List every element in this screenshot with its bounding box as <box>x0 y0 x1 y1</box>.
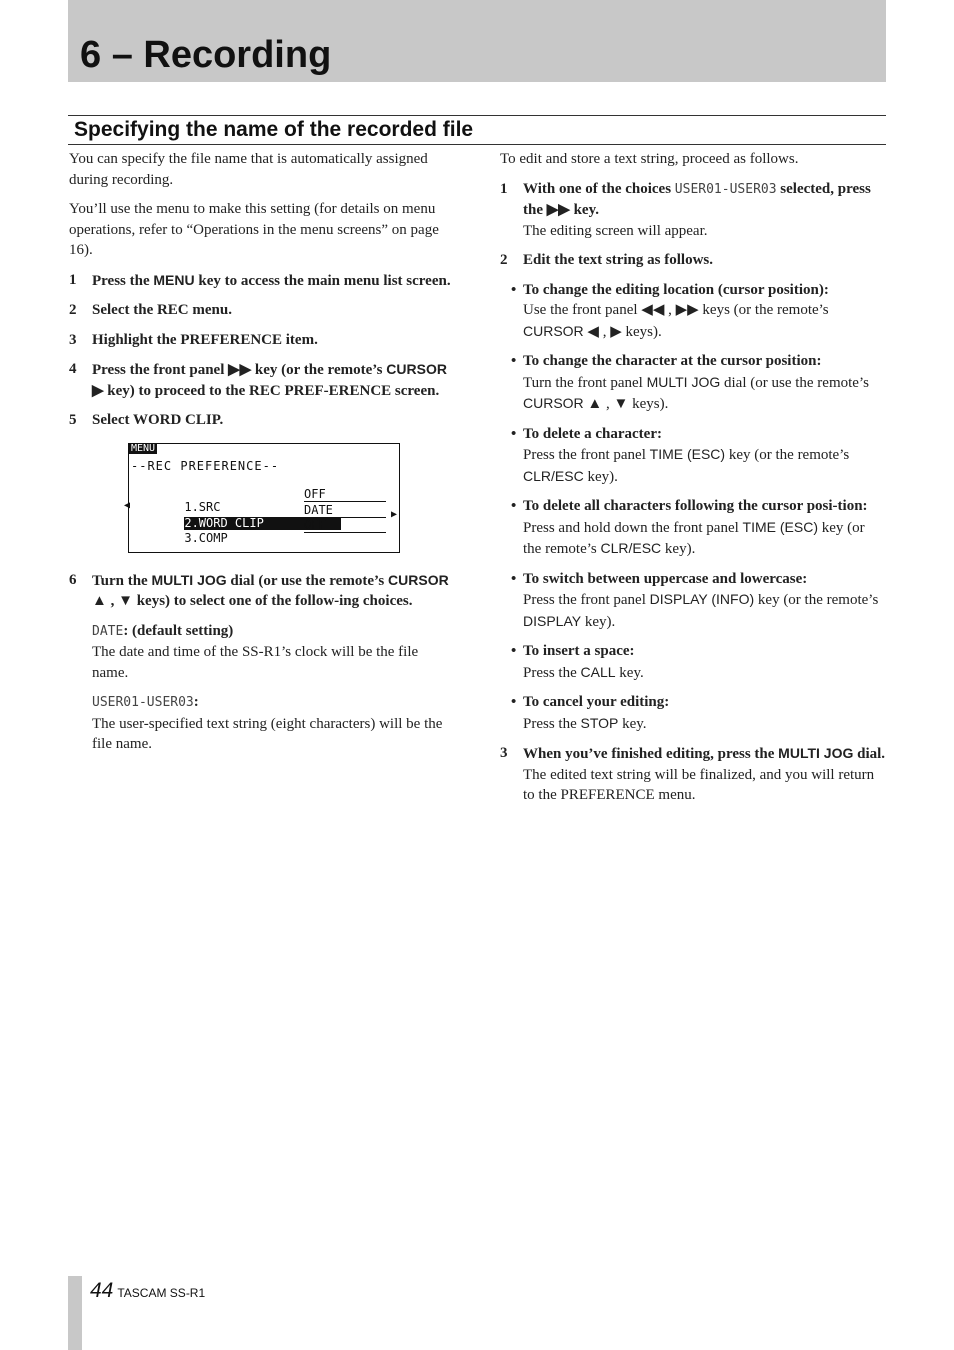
step-1: 1 Press the MENU key to access the main menu list screen. <box>69 271 451 289</box>
bullet-delete-character: • To delete a character: Press the front panel TIME (ESC) key (or the remote’s CLR/ESC key). <box>511 425 850 485</box>
bullet-cancel-editing: • To cancel your editing: Press the STOP key. <box>511 694 670 732</box>
step-number: 1 <box>500 180 508 197</box>
lcd-left-arrow-icon: ◀ <box>124 499 131 511</box>
lcd-right-arrow-icon: ▶ <box>390 508 397 520</box>
edit-intro: To edit and store a text string, proceed as follows. <box>500 151 799 167</box>
step-number: 6 <box>69 571 77 588</box>
key-name: CURSOR <box>388 571 449 588</box>
lcd-screen-illustration <box>124 442 400 553</box>
step-5: 5 Select WORD CLIP. <box>69 410 457 431</box>
chapter-header-bar <box>68 0 886 82</box>
bullet-icon: • <box>511 353 517 369</box>
key-name: STOP <box>580 714 619 731</box>
lcd-row-label: 3.COMP <box>184 530 228 545</box>
key-name: MULTI JOG <box>778 745 854 761</box>
choice-code: DATE <box>92 623 124 639</box>
step-number: 2 <box>500 252 508 268</box>
step-number: 5 <box>69 412 77 428</box>
key-name: CALL <box>580 663 616 680</box>
step-number: 3 <box>69 331 77 348</box>
bullet-delete-following: • To delete all characters following the cursor posi-tion: Press and hold down the front panel TIME (ESC) key (or the remote’s CLR/ESC key). <box>511 498 868 557</box>
bullet-icon: • <box>511 694 517 710</box>
key-name: DISPLAY <box>523 612 582 629</box>
lcd-row-comp <box>141 517 341 545</box>
left-column <box>69 149 457 764</box>
key-name: TIME (ESC) <box>742 518 818 535</box>
choice-user: USER01-USER03: The user-specified text string (eight characters) will be the file name. <box>69 692 457 755</box>
step-3: 3 Highlight the PREFERENCE item. <box>69 330 457 351</box>
choice-code: USER01-USER03 <box>92 695 194 710</box>
step-2: 2 Select the REC menu. <box>69 300 457 321</box>
edit-step-2: 2 Edit the text string as follows. <box>500 250 886 271</box>
key-name: MULTI JOG <box>646 373 721 390</box>
chapter-title: 6 – Recording <box>80 34 332 76</box>
lcd-row-label: 1.SRC <box>184 499 221 514</box>
bullet-icon: • <box>511 570 517 587</box>
step-number: 3 <box>500 745 508 761</box>
footer-bar <box>68 1276 82 1350</box>
right-column <box>500 149 886 815</box>
bullet-cursor-position: • To change the editing location (cursor position): Use the front panel ◀◀ , ▶▶ keys (or the remote’s CURSOR ◀ , ▶ keys). <box>511 281 829 340</box>
footer <box>90 1281 205 1304</box>
lcd-menu-label: MENU <box>131 442 156 454</box>
bullet-insert-space: • To insert a space: Press the CALL key. <box>511 643 644 681</box>
key-name: MENU <box>153 271 195 288</box>
key-name: CURSOR <box>523 395 584 411</box>
lcd-header: --REC PREFERENCE-- <box>131 458 280 473</box>
step-4: 4 Press the front panel ▶▶ key (or the remote’s CURSOR ▶ key) to proceed to the REC PREF-ERENCE screen. <box>69 361 447 399</box>
key-name: TIME (ESC) <box>649 446 726 462</box>
step-description: The editing screen will appear. <box>523 222 708 239</box>
key-name: CLR/ESC <box>523 467 584 484</box>
lcd-row-value: DATE <box>304 504 386 518</box>
menu-reference-paragraph: You’ll use the menu to make this setting (for details on menu operations, refer to “Operations in the menu screens” on page 16). <box>69 201 439 258</box>
choice-description: The date and time of the SS-R1’s clock will be the file name. <box>92 644 419 681</box>
choice-description: The user-specified text string (eight characters) will be the file name. <box>92 715 443 752</box>
bullet-icon: • <box>511 281 517 298</box>
product-model: TASCAM SS-R1 <box>117 1286 206 1300</box>
section-title: Specifying the name of the recorded file <box>74 118 474 141</box>
bullet-icon: • <box>511 498 517 514</box>
choice-code: USER01-USER03 <box>674 181 777 197</box>
key-name: CURSOR <box>386 361 447 377</box>
edit-step-1: 1 With one of the choices USER01-USER03 selected, press the ▶▶ key. The editing screen will appear. <box>500 179 886 242</box>
bullet-switch-case: • To switch between uppercase and lowercase: Press the front panel DISPLAY (INFO) key (or the remote’s DISPLAY key). <box>511 570 879 630</box>
edit-step-3: 3 When you’ve finished editing, press the MULTI JOG dial. The edited text string will be finalized, and you will return to the PREFERENCE menu. <box>500 743 886 806</box>
key-name: DISPLAY (INFO) <box>649 591 755 607</box>
step-description: The edited text string will be finalized, and you will return to the PREFERENCE menu. <box>523 766 875 803</box>
step-number: 1 <box>69 271 77 288</box>
intro-paragraph: You can specify the file name that is automatically assigned during recording. <box>69 151 428 188</box>
choice-date: DATE: (default setting) The date and time of the SS-R1’s clock will be the file name. <box>69 621 457 684</box>
bullet-change-character: • To change the character at the cursor position: Turn the front panel MULTI JOG dial (or use the remote’s CURSOR ▲ , ▼ keys). <box>511 353 869 412</box>
bullet-icon: • <box>511 643 517 659</box>
step-6: 6 Turn the MULTI JOG dial (or use the remote’s CURSOR ▲ , ▼ keys) to select one of the follow-ing choices. <box>69 571 449 609</box>
key-name: CURSOR <box>523 322 584 339</box>
page-number: 44 <box>90 1279 114 1302</box>
step-number: 4 <box>69 361 77 377</box>
bullet-icon: • <box>511 425 517 442</box>
step-number: 2 <box>69 302 77 318</box>
lcd-row-value: OFF <box>304 488 386 502</box>
section-header <box>68 115 886 145</box>
lcd-row-label: 2.WORD CLIP <box>184 517 341 530</box>
lcd-row-value: OFF <box>304 519 386 533</box>
key-name: CLR/ESC <box>600 540 662 556</box>
key-name: MULTI JOG <box>151 571 227 588</box>
